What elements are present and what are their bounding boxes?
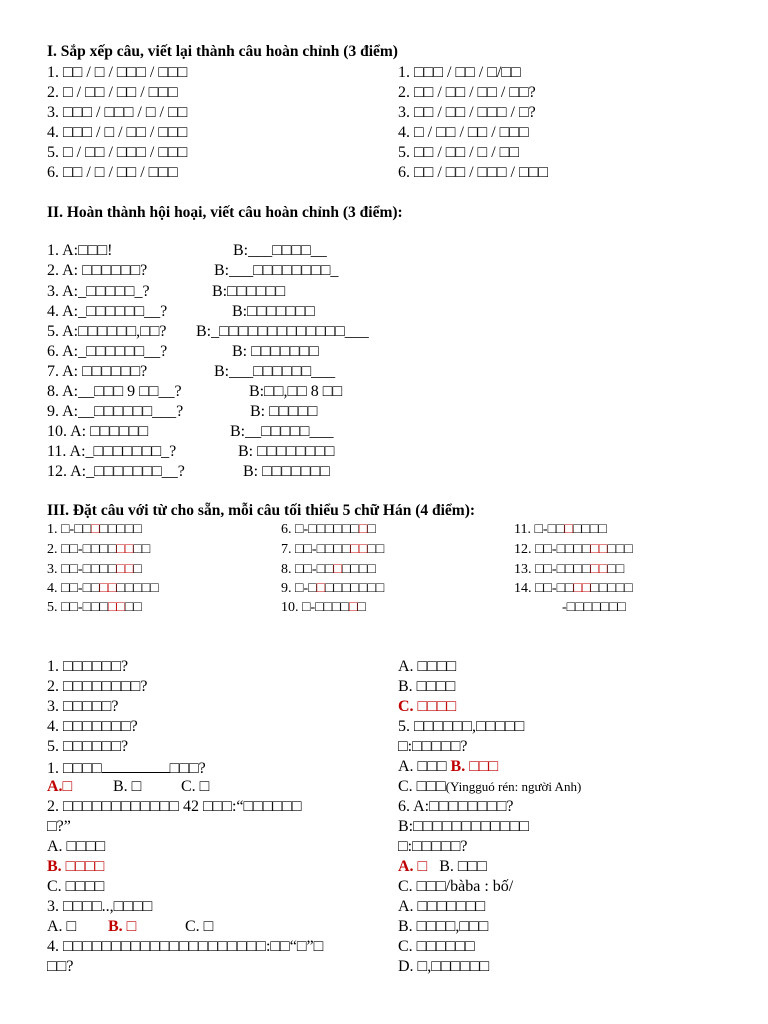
- target-word: □: [348, 600, 358, 615]
- exercise-text: □□□□: [572, 522, 607, 537]
- question-text: 1. □□□□: [47, 760, 102, 777]
- target-word: □: [333, 562, 342, 577]
- section1-right-item: 4. □ / □□ / □□ / □□□: [398, 124, 529, 141]
- exercise-text: □: [367, 522, 376, 537]
- question: □□?: [47, 958, 74, 975]
- exercise-text: 8. □□-□□: [281, 562, 334, 577]
- dialogue-b: B:□□□□□□□: [232, 303, 315, 320]
- option-correct: B. □: [108, 918, 137, 935]
- question: □:□□□□□?: [398, 738, 468, 755]
- section1-left-item: 6. □□ / □ / □□ / □□□: [47, 164, 178, 181]
- target-word: □□: [590, 562, 608, 577]
- word-exercise: [47, 542, 150, 558]
- exercise-text: 14. □□-□□: [514, 581, 574, 596]
- target-word: □□: [573, 581, 591, 596]
- dialogue-a: 11. A:_□□□□□□□_?: [47, 443, 177, 460]
- section1-right-item: 3. □□ / □□ / □□□ / □?: [398, 104, 536, 121]
- word-exercise: [47, 581, 159, 597]
- exercise-text: □: [133, 562, 142, 577]
- dialogue-a: 3. A:_□□□□□_?: [47, 283, 150, 300]
- question-text: □□□?: [169, 760, 206, 777]
- section1-left-item: 4. □□□ / □ / □□ / □□□: [47, 124, 188, 141]
- exercise-text: □□□□□: [590, 581, 633, 596]
- question-with-blank: [47, 758, 206, 778]
- option: A. □□□□□□□: [398, 898, 486, 915]
- target-word: □□: [107, 600, 125, 615]
- target-word: □□: [590, 542, 608, 557]
- question: 4. □□□□□□□?: [47, 718, 138, 735]
- dialogue-a: 10. A: □□□□□□: [47, 423, 149, 440]
- dialogue-b: B:___□□□□□□□□_: [214, 262, 339, 279]
- exercise-text: 2. □□-□□□□: [47, 542, 117, 557]
- option-correct: C. □□□□: [398, 698, 457, 715]
- option-correct: A. □: [398, 858, 428, 875]
- target-word: □□: [116, 562, 134, 577]
- question: 3. □□□□□?: [47, 698, 119, 715]
- section1-left-item: 1. □□ / □ / □□□ / □□□: [47, 64, 188, 81]
- dialogue-a: 9. A:__□□□□□□___?: [47, 403, 184, 420]
- pinyin-note: (Yingguó rén: người Anh): [445, 779, 582, 794]
- option-row: [398, 758, 498, 776]
- exercise-text: 13. □□-□□□□: [514, 562, 591, 577]
- exercise-text: □□: [133, 542, 151, 557]
- word-exercise: [281, 542, 384, 558]
- exercise-text: □□: [607, 562, 625, 577]
- target-word: □: [564, 522, 573, 537]
- word-exercise: [47, 522, 142, 538]
- section2-heading: II. Hoàn thành hội hoại, viết câu hoàn chỉnh (3 điểm):: [47, 204, 403, 221]
- exercise-text: 10. □-□□□□: [281, 600, 349, 615]
- exercise-text: □□□□: [341, 562, 376, 577]
- section1-right-item: 6. □□ / □□ / □□□ / □□□: [398, 164, 548, 181]
- exercise-text: 1. □-□□: [47, 522, 92, 537]
- question: 5. □□□□□□?: [47, 738, 129, 755]
- exercise-text: 6. □-□□□□□□: [281, 522, 359, 537]
- option-row: [398, 778, 581, 796]
- section1-left-item: 5. □ / □□ / □□□ / □□□: [47, 144, 188, 161]
- exercise-text: 3. □□-□□□□: [47, 562, 117, 577]
- word-exercise: [514, 581, 633, 597]
- target-word: □□: [350, 542, 368, 557]
- dialogue-b: B:___□□□□__: [233, 242, 327, 259]
- question: 5. □□□□□□,□□□□□: [398, 718, 525, 735]
- target-word: □: [316, 581, 326, 596]
- option: C. □□□□: [47, 878, 105, 895]
- dialogue-a: 7. A: □□□□□□?: [47, 363, 148, 380]
- answer-blank: [102, 758, 170, 773]
- option-correct: B. □□□□: [47, 858, 105, 875]
- dialogue-b: B:□□,□□ 8 □□: [249, 383, 343, 400]
- option: C. □□□: [398, 778, 446, 795]
- section1-right-item: 5. □□ / □□ / □ / □□: [398, 144, 519, 161]
- section1-left-item: 3. □□□ / □□□ / □ / □□: [47, 104, 188, 121]
- question: 2. □□□□□□□□□□□□ 42 □□□:“□□□□□□: [47, 798, 302, 815]
- dialogue-a: 5. A:□□□□□□,□□?: [47, 323, 167, 340]
- exercise-text: □□: [367, 542, 385, 557]
- word-exercise: [281, 522, 376, 538]
- question: 1. □□□□□□?: [47, 658, 129, 675]
- dialogue-b: B:___□□□□□□___: [214, 363, 336, 380]
- question: B:□□□□□□□□□□□□: [398, 818, 530, 835]
- exercise-text: 4. □□-□□: [47, 581, 100, 596]
- question: 3. □□□□..,□□□□: [47, 898, 153, 915]
- exercise-text: -□□□□□□□: [562, 600, 626, 615]
- dialogue-b: B:__□□□□□___: [230, 423, 334, 440]
- option: C. □: [185, 918, 214, 935]
- exercise-text: 7. □□-□□□□: [281, 542, 351, 557]
- word-exercise: [47, 600, 142, 616]
- dialogue-a: 8. A:__□□□ 9 □□__?: [47, 383, 182, 400]
- dialogue-b: B: □□□□□: [250, 403, 318, 420]
- question: 2. □□□□□□□□?: [47, 678, 148, 695]
- section1-heading: I. Sắp xếp câu, viết lại thành câu hoàn chỉnh (3 điểm): [47, 43, 398, 60]
- exercise-text: □□□□□: [116, 581, 159, 596]
- dialogue-a: 4. A:_□□□□□□__?: [47, 303, 168, 320]
- dialogue-a: 1. A:□□□!: [47, 242, 113, 259]
- exercise-text: □□: [124, 600, 142, 615]
- option: B. □: [113, 778, 142, 795]
- section3-heading: III. Đặt câu với từ cho sẵn, mỗi câu tối thiểu 5 chữ Hán (4 điểm):: [47, 502, 476, 519]
- dialogue-b: B: □□□□□□□□: [238, 443, 335, 460]
- dialogue-a: 6. A:_□□□□□□__?: [47, 343, 168, 360]
- option: A. □□□□: [398, 658, 457, 675]
- word-exercise: [514, 542, 633, 558]
- target-word: □: [91, 522, 100, 537]
- option-row: [398, 858, 487, 876]
- word-exercise: [514, 522, 607, 538]
- section1-right-item: 2. □□ / □□ / □□ / □□?: [398, 84, 536, 101]
- exercise-text: 11. □-□□: [514, 522, 565, 537]
- dialogue-b: B: □□□□□□□: [243, 463, 330, 480]
- option: A. □: [47, 918, 77, 935]
- option: C. □□□/bàba : bố/: [398, 878, 514, 895]
- option: D. □,□□□□□□: [398, 958, 490, 975]
- dialogue-b: B: □□□□□□□: [232, 343, 319, 360]
- word-exercise: [47, 562, 142, 578]
- option: B. □□□: [439, 858, 487, 875]
- section1-left-item: 2. □ / □□ / □□ / □□□: [47, 84, 178, 101]
- option: C. □: [181, 778, 210, 795]
- option: B. □□□□: [398, 678, 456, 695]
- word-exercise: [514, 562, 624, 578]
- dialogue-b: B:_□□□□□□□□□□□□□___: [196, 323, 369, 340]
- question: 6. A:□□□□□□□□?: [398, 798, 514, 815]
- option-correct: A.□: [47, 778, 73, 795]
- exercise-text: □□□□□□□: [325, 581, 385, 596]
- option-correct: B. □□□: [450, 758, 499, 775]
- option: B. □□□□,□□□: [398, 918, 489, 935]
- question: □:□□□□□?: [398, 838, 468, 855]
- exercise-text: 12. □□-□□□□: [514, 542, 591, 557]
- dialogue-a: 2. A: □□□□□□?: [47, 262, 148, 279]
- exercise-text: □□□: [607, 542, 633, 557]
- question: 4. □□□□□□□□□□□□□□□□□□□□□:□□“□”□: [47, 938, 324, 955]
- exercise-text: 9. □-□: [281, 581, 317, 596]
- exercise-text: □: [357, 600, 366, 615]
- word-exercise: [281, 600, 366, 616]
- exercise-text: 5. □□-□□□: [47, 600, 108, 615]
- word-exercise: [562, 600, 626, 616]
- exercise-text: □□□□□: [99, 522, 142, 537]
- word-exercise: [281, 581, 384, 597]
- word-exercise: [281, 562, 376, 578]
- dialogue-a: 12. A:_□□□□□□□__?: [47, 463, 185, 480]
- target-word: □□: [116, 542, 134, 557]
- option-row: [47, 778, 72, 796]
- option: A. □□□: [398, 758, 451, 775]
- option: C. □□□□□□: [398, 938, 475, 955]
- option: A. □□□□: [47, 838, 106, 855]
- target-word: □: [358, 522, 368, 537]
- question: □?”: [47, 818, 71, 835]
- section1-right-item: 1. □□□ / □□ / □/□□: [398, 64, 521, 81]
- target-word: □□: [99, 581, 117, 596]
- dialogue-b: B:□□□□□□: [212, 283, 286, 300]
